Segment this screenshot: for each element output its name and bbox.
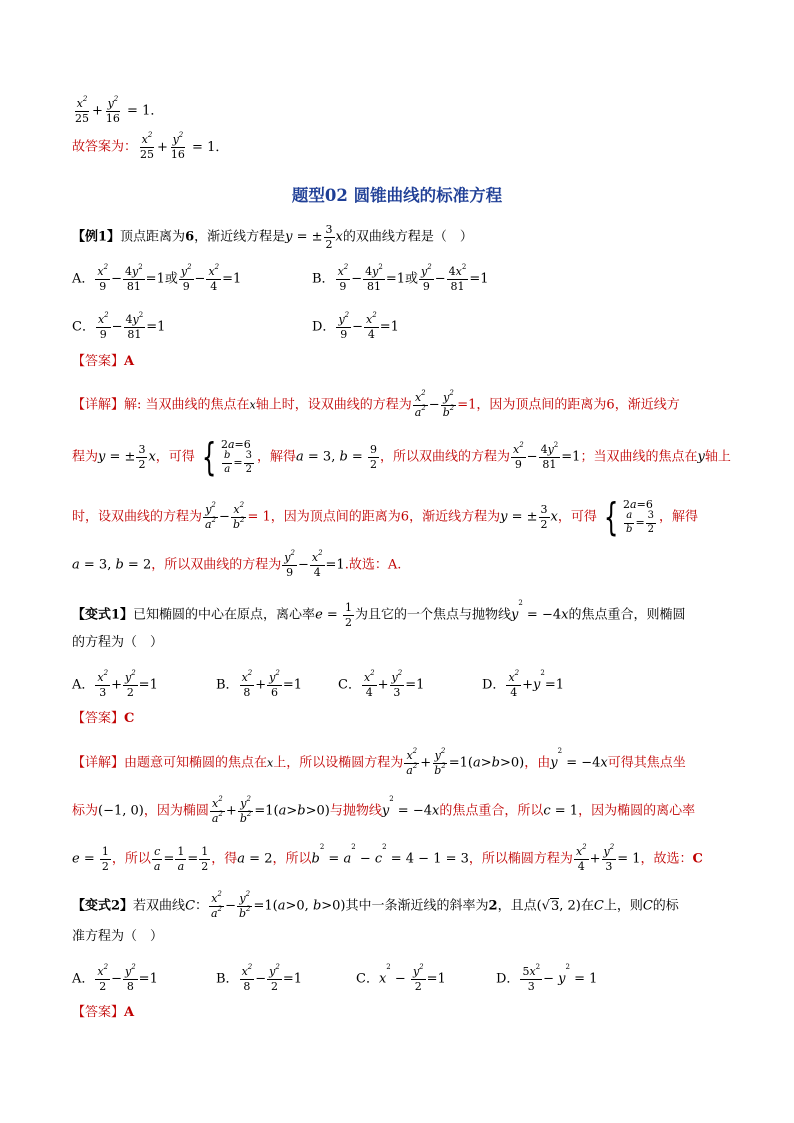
v2-option-c: C．$x^2$ − $\frac{y^2}{2}$ =1	[356, 963, 446, 993]
v1-detail-tag: 【详解】	[72, 755, 125, 771]
v1-tag: 【变式1】	[72, 607, 134, 623]
v2-option-b: B． $\frac{x^2}{8}$ − $\frac{y^2}{2}$ =1	[216, 963, 303, 993]
ex1-option-d: D． $\frac{y^2}{9}$ − $\frac{x^2}{4}$ =1	[312, 311, 399, 341]
ex1-answer: 【答案】A	[72, 354, 135, 369]
ex1-option-c: C． $\frac{x^2}{9}$ − $\frac{4y^2}{81}$ =1	[72, 311, 166, 341]
v2-answer: 【答案】A	[72, 1005, 135, 1020]
ex1-tag: 【例1】	[72, 229, 121, 245]
ex1-detail-line3: 时，设双曲线的方程为 $\frac{y^2}{a^2}$ − $\frac{x^2}{b^2}$ = 1，因为顶点间的距离为6，渐近线方程为y = ± $\frac{3}{2}$ x，可得 { 2a=6 $\frac{a}{b}$ = $\frac{3}{2}$ ，解得	[72, 495, 699, 539]
prev-answer-line: 故答案为： $\frac{x^2}{25}$ + $\frac{y^2}{16}$ = 1．	[72, 131, 229, 161]
v1-option-b: B． $\frac{x^2}{8}$ + $\frac{y^2}{6}$ =1	[216, 669, 303, 699]
v2-question: 【变式2】若双曲线C： $\frac{x^2}{a^2}$ − $\frac{y^2}{b^2}$ =1(a>0, b>0)其中一条渐近线的斜率为2，且点(√3, 2)在C上，则C的标	[72, 890, 679, 920]
ex1-detail-line1: 【详解】解: 当双曲线的焦点在x轴上时，设双曲线的方程为 $\frac{x^2}{a^2}$ − $\frac{y^2}{b^2}$ =1，因为顶点间的距离为6，渐近线方	[72, 389, 680, 419]
prev-result-line: $\frac{x^2}{25}$ + $\frac{y^2}{16}$ = 1．	[75, 95, 164, 125]
v1-detail-line2: 标为(−1, 0)，因为椭圆 $\frac{x^2}{a^2}$ + $\frac{y^2}{b^2}$ =1(a>b>0)与抛物线$y^2 = -4x$的焦点重合，所以c = 1，因为椭圆的离心率	[72, 795, 696, 825]
v1-question-cont: 的方程为（ ）	[72, 635, 164, 650]
v1-detail-line1: 【详解】由题意可知椭圆的焦点在x上，所以设椭圆方程为 $\frac{x^2}{a^2}$ + $\frac{y^2}{b^2}$ =1(a>b>0)，由$y^2 = -4x$可得其焦点坐	[72, 747, 686, 777]
ex1-detail-tag: 【详解】	[72, 397, 125, 413]
v1-question: 【变式1】已知椭圆的中心在原点，离心率e = $\frac{1}{2}$ 为且它的一个焦点与抛物线$y^2 = -4x$的焦点重合，则椭圆	[72, 599, 686, 629]
ex1-detail-line4: a = 3, b = 2，所以双曲线的方程为 $\frac{y^2}{9}$ − $\frac{x^2}{4}$ =1.故选：A.	[72, 549, 402, 579]
v1-answer: 【答案】C	[72, 711, 135, 726]
ex1-option-a: A． $\frac{x^2}{9}$ − $\frac{4y^2}{81}$ =1或 $\frac{y^2}{9}$ − $\frac{x^2}{4}$ =1	[72, 263, 242, 293]
v2-option-a: A． $\frac{x^2}{2}$ − $\frac{y^2}{8}$ =1	[72, 963, 158, 993]
v1-option-a: A． $\frac{x^2}{3}$ + $\frac{y^2}{2}$ =1	[72, 669, 158, 699]
v1-option-d: D． $\frac{x^2}{4}$ $+y^2=1$	[482, 669, 565, 699]
v2-option-d: D． $\frac{5x^2}{3}$ − $y^2 = 1$	[496, 963, 598, 993]
v1-option-c: C． $\frac{x^2}{4}$ + $\frac{y^2}{3}$ =1	[338, 669, 425, 699]
v2-question-cont: 准方程为（ ）	[72, 929, 164, 944]
prev-answer-prefix: 故答案为：	[72, 139, 138, 155]
ex1-question: 【例1】顶点距离为6，渐近线方程是y = ± $\frac{3}{2}$ x的双曲线方程是（ ）	[72, 223, 473, 251]
v1-detail-line3: e = $\frac{1}{2}$ ，所以 $\frac{c}{a}$ = $\frac{1}{a}$ = $\frac{1}{2}$ ，得a = 2，所以$b^2 = a^2 - c^2 = 4 - 1 = 3$，所以椭圆方程为 $\frac{x^2}{4}$ + $\frac{y^2}{3}$ = 1，故选：C	[72, 843, 703, 873]
v2-tag: 【变式2】	[72, 898, 134, 914]
ex1-detail-line2: 程为y = ± $\frac{3}{2}$ x，可得 { 2a=6 $\frac{b}{a}$ = $\frac{3}{2}$ ，解得a = 3, b = $\frac{9}{2}$ ，所以双曲线的方程为 $\frac{x^2}{9}$ − $\frac{4y^2}{81}$ =1；当双曲线的焦点在y轴上	[72, 435, 731, 479]
ex1-option-b: B． $\frac{x^2}{9}$ − $\frac{4y^2}{81}$ =1或 $\frac{y^2}{9}$ − $\frac{4x^2}{81}$ =1	[312, 263, 489, 293]
section-title: 题型02 圆锥曲线的标准方程	[291, 186, 503, 205]
